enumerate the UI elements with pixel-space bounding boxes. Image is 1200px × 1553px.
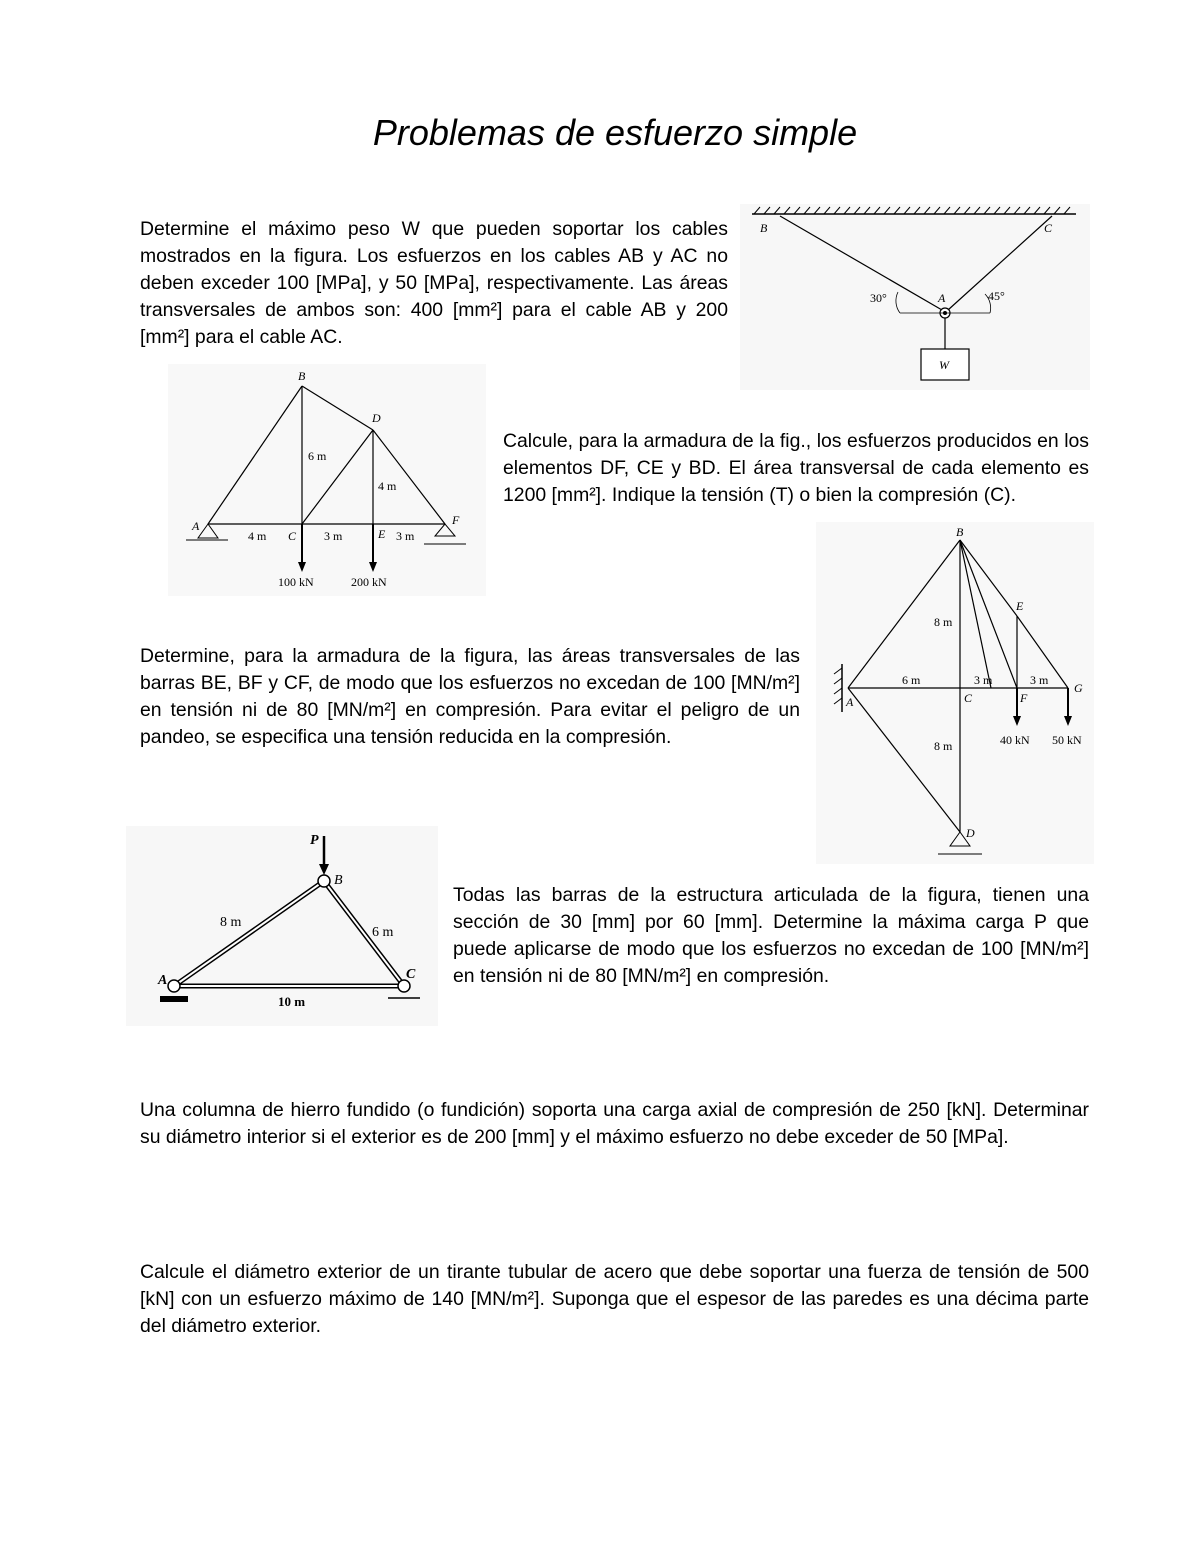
label-w: W	[939, 358, 949, 372]
label-100kn: 100 kN	[278, 575, 314, 589]
label-d: D	[966, 826, 975, 840]
label-f: F	[452, 513, 460, 527]
label-angle-45: 45°	[988, 289, 1005, 303]
pin-b	[318, 875, 330, 887]
label-e: E	[378, 527, 386, 541]
label-c: C	[288, 529, 297, 543]
label-a: A	[846, 695, 854, 709]
problem-5-text: Una columna de hierro fundido (o fundición) soporta una carga axial de compresión de 250 [kN]. Determinar su diámetro interior si el exterior es de 200 [mm] y el máximo esfuerzo no debe exceder de 50 [MPa].	[140, 1099, 1089, 1148]
problem-4-text: Todas las barras de la estructura articulada de la figura, tienen una sección de 30 [mm] por 60 [mm]. Determine la máxima carga P que puede aplicarse de modo que los esfuerzos no excedan de 100 [MN/m²] en tensión ni de 80 [MN/m²] en compresión.	[453, 884, 1089, 987]
label-a: A	[192, 519, 200, 533]
label-6m: 6 m	[308, 449, 327, 463]
label-angle-30: 30°	[870, 291, 887, 305]
label-f: F	[1020, 691, 1028, 705]
frame-figure	[126, 826, 438, 1026]
label-p: P	[310, 833, 319, 848]
label-a: A	[938, 291, 946, 305]
label-3m-ef: 3 m	[396, 529, 415, 543]
problem-1-text: Determine el máximo peso W que pueden soportar los cables mostrados en la figura. Los esfuerzos en los cables AB y AC no deben exceder 100 [MPa], y 50 [MPa], respectivamente. Las áreas transversales de ambos son: 400 [mm²] para el cable AB y 200 [mm²] para el cable AC.	[140, 218, 728, 348]
label-3m-ce: 3 m	[324, 529, 343, 543]
problem-2-text: Calcule, para la armadura de la fig., los esfuerzos producidos en los elementos DF, CE y BD. El área transversal de cada elemento es 1200 [mm²]. Indique la tensión (T) o bien la compresión (C).	[503, 430, 1089, 506]
label-c: C	[964, 691, 973, 705]
figure-background	[816, 522, 1094, 864]
label-8m: 8 m	[220, 915, 242, 930]
label-e: E	[1016, 599, 1024, 613]
label-b: B	[334, 873, 343, 888]
pin-a	[168, 980, 180, 992]
label-b: B	[760, 221, 768, 235]
label-50kn: 50 kN	[1052, 733, 1082, 747]
label-a: A	[158, 973, 168, 988]
label-6m: 6 m	[902, 673, 921, 687]
label-c: C	[1044, 221, 1053, 235]
problem-6-text: Calcule el diámetro exterior de un tirante tubular de acero que debe soportar una fuerza de tensión de 500 [kN] con un esfuerzo máximo de 140 [MN/m²]. Suponga que el espesor de las paredes es una décima parte del diámetro exterior.	[140, 1261, 1089, 1337]
label-b: B	[956, 525, 964, 539]
figure-background	[740, 204, 1090, 390]
label-40kn: 40 kN	[1000, 733, 1030, 747]
label-d: D	[372, 411, 381, 425]
label-g: G	[1074, 681, 1083, 695]
page-title: Problemas de esfuerzo simple	[372, 112, 858, 153]
problem-3-text: Determine, para la armadura de la figura, las áreas transversales de las barras BE, BF y CF, de modo que los esfuerzos no excedan de 100 [MN/m²] en tensión ni de 80 [MN/m²] en compresión. Para evitar el peligro de un pandeo, se especifica una tensión reducida en la compresión.	[140, 645, 800, 748]
truss-2-figure	[816, 522, 1094, 864]
roller-support-a	[160, 996, 188, 1002]
truss-1-figure	[168, 364, 486, 596]
label-3m-fg: 3 m	[1030, 673, 1049, 687]
label-c: C	[406, 967, 416, 982]
label-b: B	[298, 369, 306, 383]
label-6m: 6 m	[372, 925, 394, 940]
label-8m-bottom: 8 m	[934, 739, 953, 753]
figure-background	[168, 364, 486, 596]
label-4m: 4 m	[248, 529, 267, 543]
label-200kn: 200 kN	[351, 575, 387, 589]
cables-figure	[740, 204, 1090, 390]
label-3m-cf: 3 m	[974, 673, 993, 687]
label-10m: 10 m	[278, 994, 306, 1009]
label-8m-top: 8 m	[934, 615, 953, 629]
label-4m-vertical: 4 m	[378, 479, 397, 493]
